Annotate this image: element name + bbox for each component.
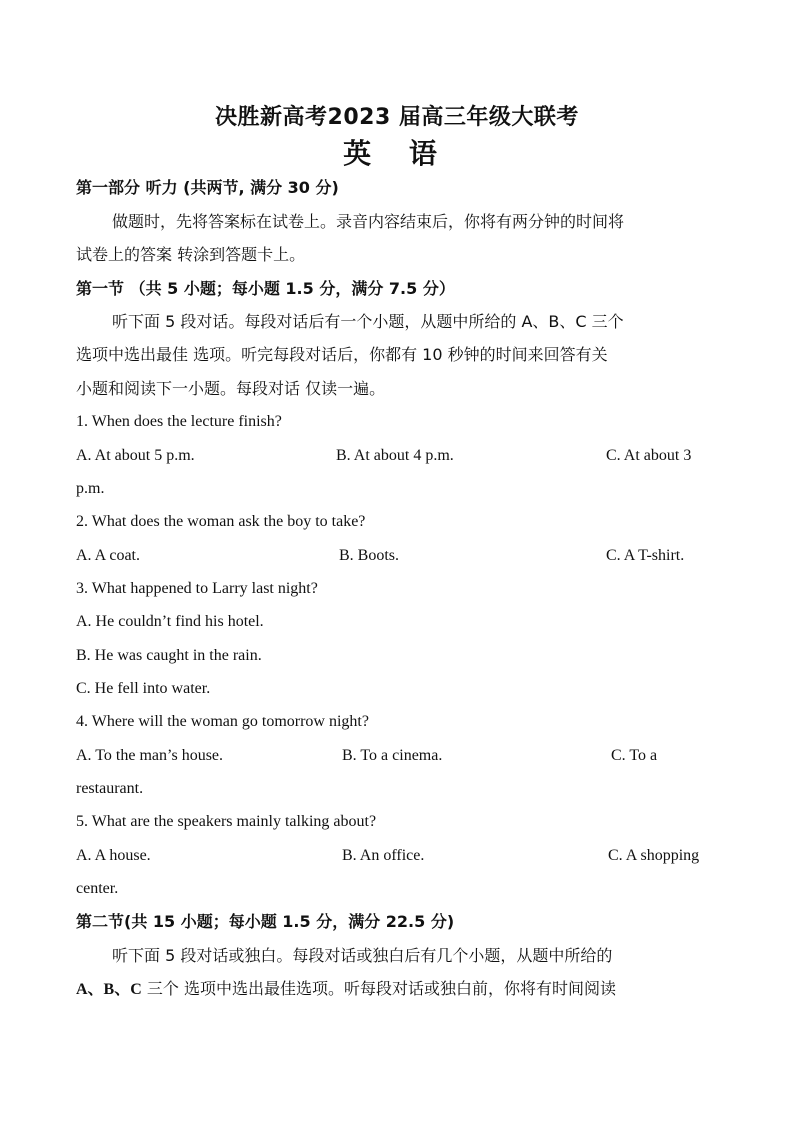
section1-heading: 第一节 （共 5 小题；每小题 1.5 分，满分 7.5 分） bbox=[76, 279, 455, 298]
section1-intro-line3: 小题和阅读下一小题。每段对话 仅读一遍。 bbox=[76, 379, 386, 398]
option-c-continued: restaurant. bbox=[76, 780, 144, 797]
option-b: B. An office. bbox=[342, 847, 425, 864]
option-c: C. A T-shirt. bbox=[606, 547, 685, 564]
option-a: A. He couldn’t find his hotel. bbox=[76, 613, 264, 630]
section2-heading: 第二节(共 15 小题；每小题 1.5 分，满分 22.5 分) bbox=[76, 912, 455, 931]
part1-intro-line2: 试卷上的答案 转涂到答题卡上。 bbox=[76, 245, 306, 264]
section1-intro-line1: 听下面 5 段对话。每段对话后有一个小题，从题中所给的 A、B、C 三个 bbox=[112, 312, 624, 331]
option-c: C. At about 3 bbox=[606, 447, 692, 464]
option-b: B. To a cinema. bbox=[342, 747, 443, 764]
option-a: A. A house. bbox=[76, 847, 151, 864]
part1-heading: 第一部分 听力 (共两节, 满分 30 分) bbox=[76, 178, 339, 197]
question-stem: 4. Where will the woman go tomorrow night? bbox=[76, 713, 369, 730]
option-b: B. He was caught in the rain. bbox=[76, 647, 262, 664]
option-c-continued: p.m. bbox=[76, 480, 105, 497]
option-a: A. A coat. bbox=[76, 547, 140, 564]
section1-intro-line2: 选项中选出最佳 选项。听完每段对话后，你都有 10 秒钟的时间来回答有关 bbox=[76, 345, 608, 364]
option-a: A. At about 5 p.m. bbox=[76, 447, 195, 464]
option-b: B. Boots. bbox=[339, 547, 400, 564]
section2-intro-line1: 听下面 5 段对话或独白。每段对话或独白后有几个小题，从题中所给的 bbox=[112, 946, 613, 965]
question-stem: 2. What does the woman ask the boy to take? bbox=[76, 513, 366, 530]
option-c: C. He fell into water. bbox=[76, 680, 211, 697]
section2-intro-line2 bbox=[76, 979, 616, 1000]
option-c-continued: center. bbox=[76, 880, 119, 897]
option-c: C. To a bbox=[611, 747, 658, 764]
section2-intro-line2-text: 三个 选项中选出最佳选项。听每段对话或独白前，你将有时间阅读 bbox=[141, 979, 616, 998]
section2-intro-options: A、B、C bbox=[76, 981, 142, 998]
question-stem: 5. What are the speakers mainly talking about? bbox=[76, 813, 377, 830]
exam-title: 决胜新高考2023 届高三年级大联考 bbox=[215, 105, 579, 130]
question-stem: 3. What happened to Larry last night? bbox=[76, 580, 318, 597]
question-stem: 1. When does the lecture finish? bbox=[76, 413, 282, 430]
option-c: C. A shopping bbox=[608, 847, 700, 864]
subject-title: 英 语 bbox=[343, 137, 451, 170]
part1-intro-line1: 做题时，先将答案标在试卷上。录音内容结束后，你将有两分钟的时间将 bbox=[112, 212, 625, 231]
option-a: A. To the man’s house. bbox=[76, 747, 224, 764]
option-b: B. At about 4 p.m. bbox=[336, 447, 454, 464]
